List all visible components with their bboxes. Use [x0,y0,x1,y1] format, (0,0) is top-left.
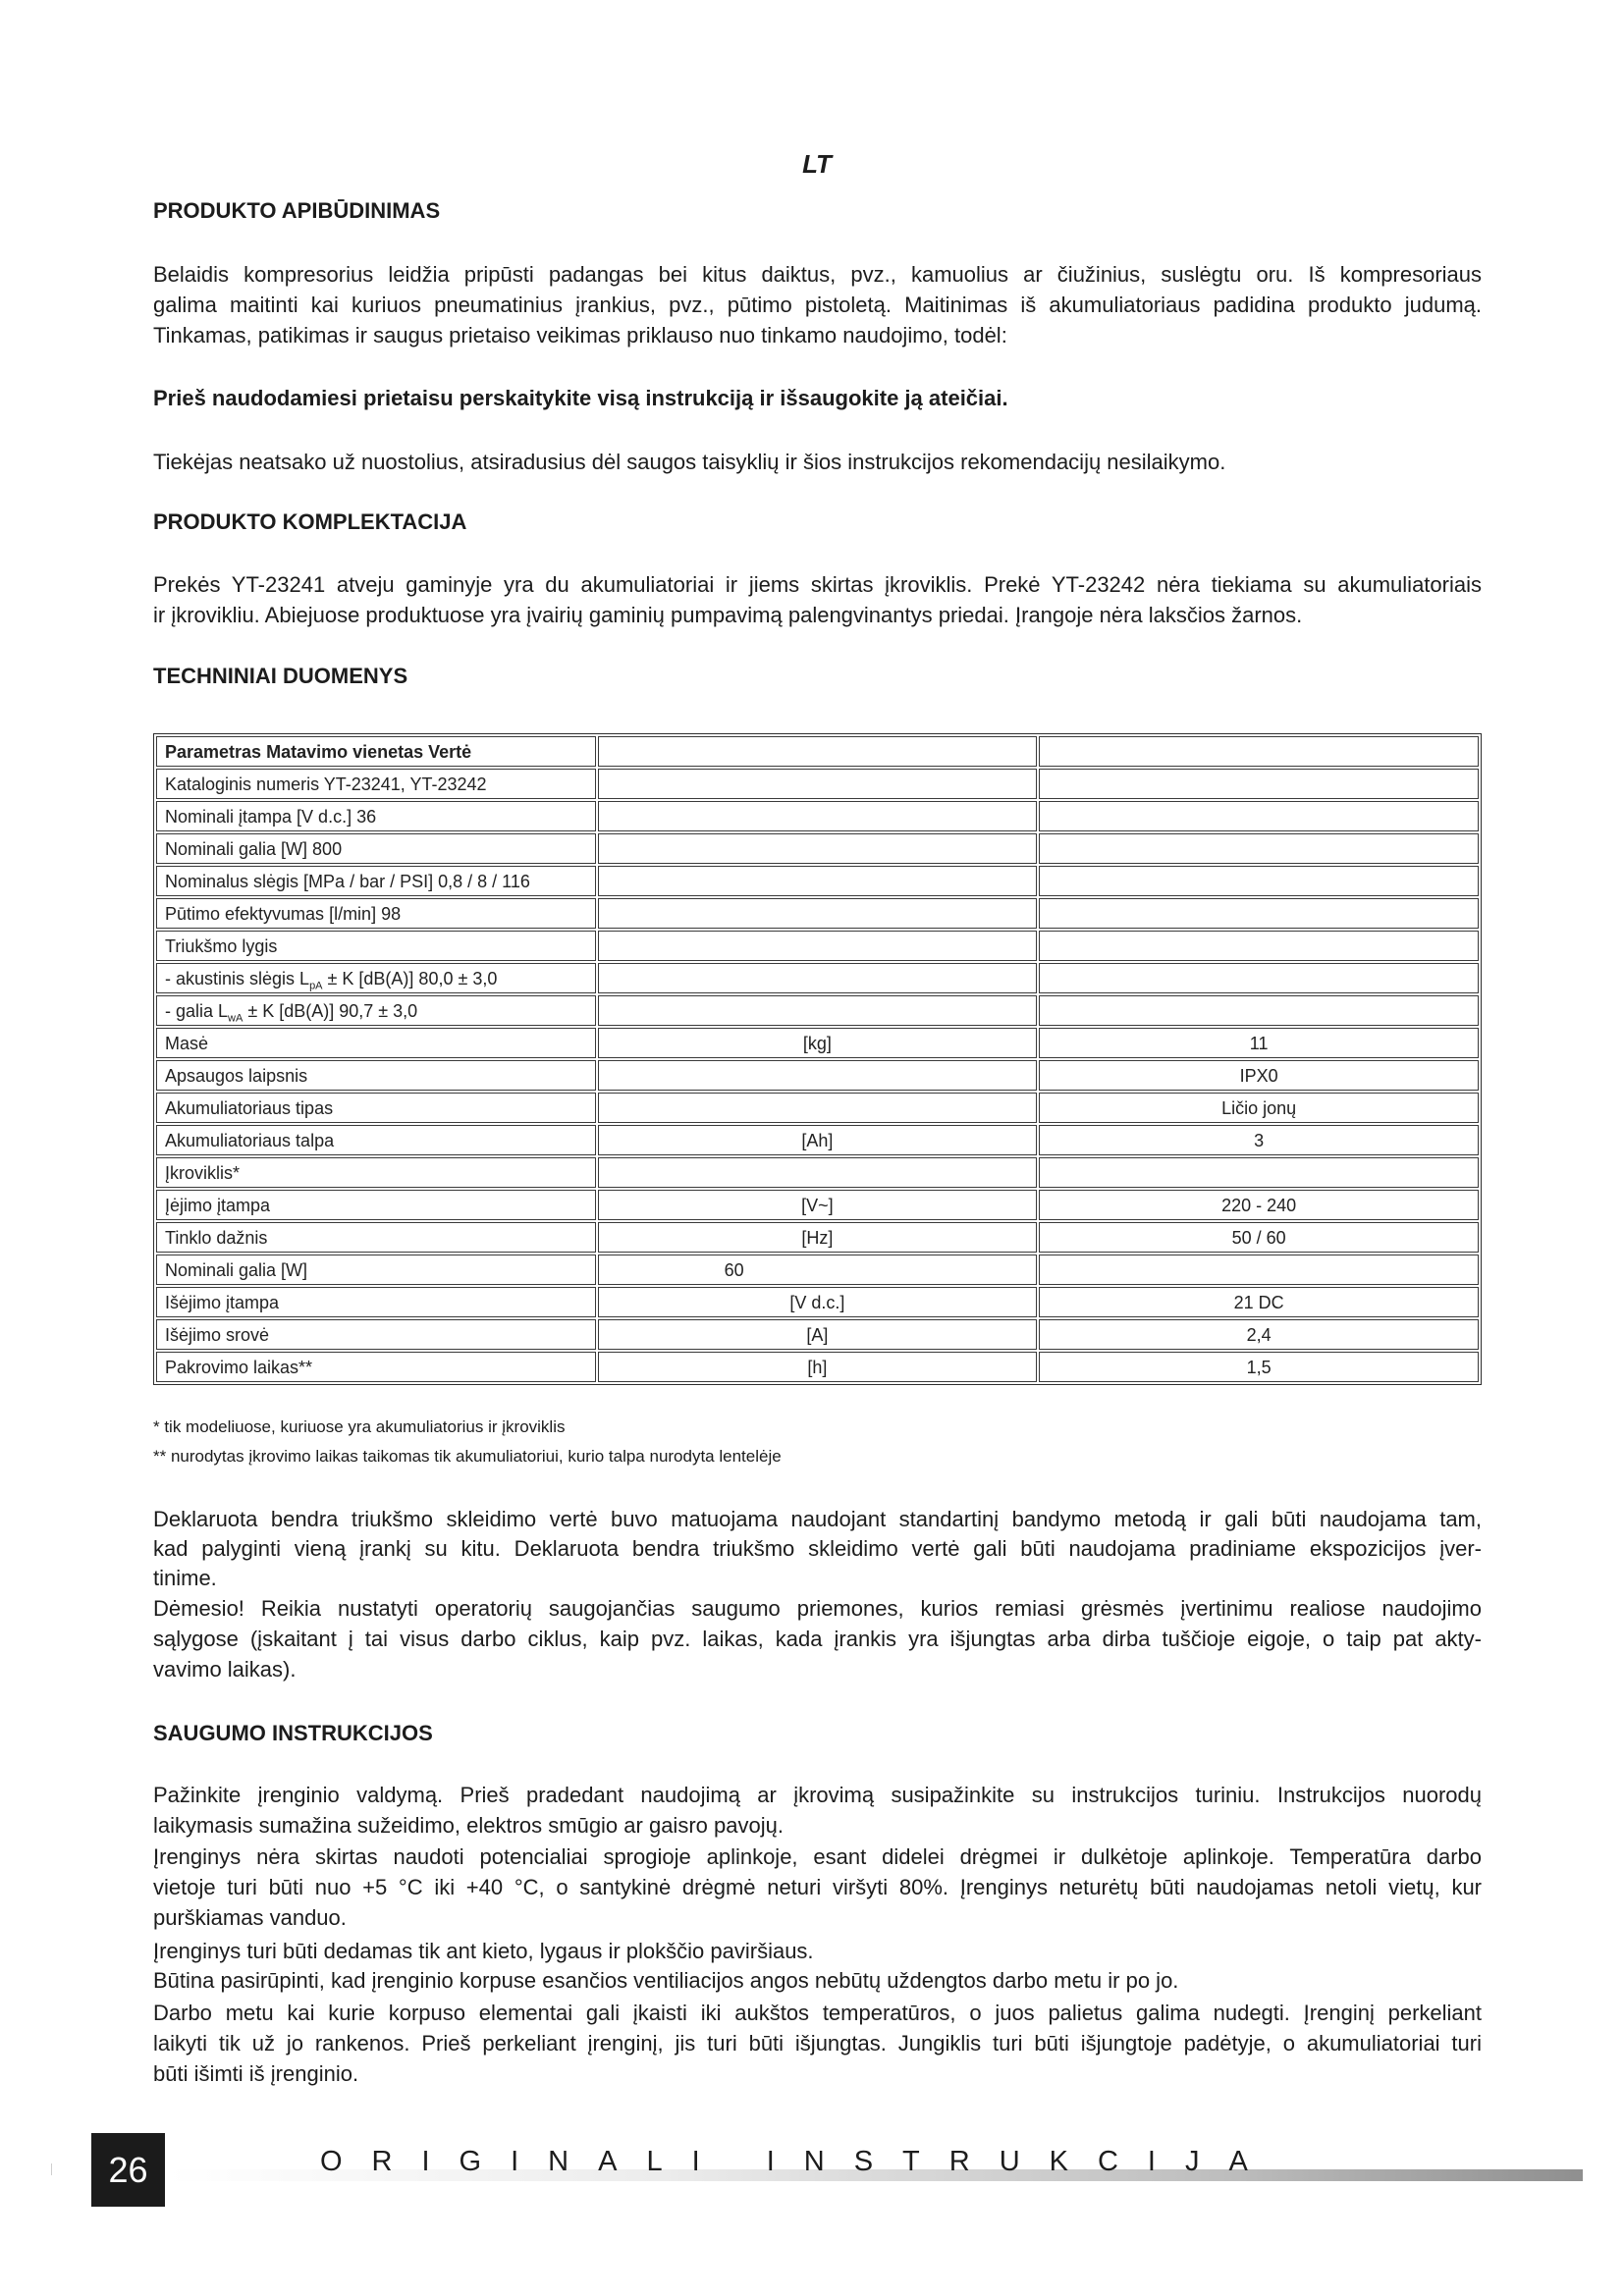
value-cell [1039,1255,1479,1285]
text-line: laikymasis sumažina sužeidimo, elektros smūgio ar gaisro pavojų. [153,1813,784,1838]
parameter-text: ± K [dB(A)] 90,7 ± 3,0 [243,1000,418,1021]
value-cell: 50 / 60 [1039,1222,1479,1253]
value-cell [1039,931,1479,961]
unit-cell: [Hz] [598,1222,1038,1253]
value-cell [1039,963,1479,993]
value-cell [1039,769,1479,799]
unit-cell [598,1060,1038,1091]
unit-cell: [V d.c.] [598,1287,1038,1317]
parameter-cell: Parametras Matavimo vienetas Vertė [156,736,596,767]
unit-cell [598,736,1038,767]
parameter-cell: Akumuliatoriaus talpa [156,1125,596,1155]
value-cell: Ličio jonų [1039,1093,1479,1123]
unit-cell: [Ah] [598,1125,1038,1155]
table-row [156,963,1479,993]
table-row [156,769,1479,799]
table-row [156,898,1479,929]
table-row [156,1222,1479,1253]
unit-cell [598,866,1038,896]
value-cell [1039,736,1479,767]
text-line: galima maitinti kai kuriuos pneumatinius įrankius, pvz., pūtimo pistoletą. Maitinimas iš akumuliatoriaus padidina produkto judumą. [153,293,1482,317]
parameter-cell: Masė [156,1028,596,1058]
unit-cell [598,833,1038,864]
text-line: Pažinkite įrenginio valdymą. Prieš pradedant naudojimą ar įkrovimą susipažinkite su instrukcijos turiniu. Instrukcijos nuorodų [153,1783,1482,1807]
parameter-cell: Įkroviklis* [156,1157,596,1188]
paragraph-safety [153,1780,1482,1841]
parameter-cell: Triukšmo lygis [156,931,596,961]
parameter-text: - akustinis slėgis L [165,968,310,988]
table-row [156,1093,1479,1123]
table-row [156,801,1479,831]
table-row [156,1255,1479,1285]
parameter-subscript: wA [228,1012,244,1025]
paragraph-safety [153,1965,1482,1996]
table-footnotes [153,1413,1482,1471]
text-line: Būtina pasirūpinti, kad įrenginio korpuse esančios ventiliacijos angos nebūtų uždengtos darbo metu ir po jo. [153,1968,1179,1993]
unit-cell: [kg] [598,1028,1038,1058]
value-cell: IPX0 [1039,1060,1479,1091]
text-line: ir įkrovikliu. Abiejuose produktuose yra įvairių gaminių pumpavimą palengvinantys priedai. Įrangoje nėra laksčios žarnos. [153,603,1303,627]
unit-cell: 60 [598,1255,1038,1285]
text-line: Įrenginys nėra skirtas naudoti potencialiai sprogioje aplinkoje, esant didelei drėgmei ir dulkėtoje aplinkoje. Temperatūra darbo [153,1844,1482,1869]
parameter-cell: Nominali įtampa [V d.c.] 36 [156,801,596,831]
table-row [156,1190,1479,1220]
table-row [156,1287,1479,1317]
paragraph-product-contents [153,569,1482,630]
text-line: vietoje turi būti nuo +5 °C iki +40 °C, o santykinė drėgmė neturi viršyti 80%. Įrenginys neturėtų būti naudojamas netoli vietų, kur [153,1875,1482,1899]
footer-title: ORIGINALI INSTRUKCIJA [320,2146,1277,2177]
text-line: būti išimti iš įrenginio. [153,2061,359,2086]
edge-mark [51,2163,52,2175]
text-line: kad palyginti vieną įrankį su kitu. Deklaruota bendra triukšmo skleidimo vertė gali būti naudojama pradiniame ekspozicijos įver- [153,1536,1482,1561]
table-row [156,1060,1479,1091]
read-instructions-warning: Prieš naudodamiesi prietaisu perskaitykite visą instrukciją ir išsaugokite ją ateičiai. [153,386,1008,410]
parameter-cell: Kataloginis numeris YT-23241, YT-23242 [156,769,596,799]
table-row [156,866,1479,896]
unit-cell [598,963,1038,993]
paragraph-safety [153,1998,1482,2089]
parameter-text: ± K [dB(A)] 80,0 ± 3,0 [322,968,498,988]
value-cell: 21 DC [1039,1287,1479,1317]
parameter-subscript: pA [309,980,323,992]
value-cell: 1,5 [1039,1352,1479,1382]
page-number: 26 [108,2149,148,2190]
text-line: Tinkamas, patikimas ir saugus prietaiso veikimas priklauso nuo tinkamo naudojimo, todėl: [153,323,1007,347]
parameter-cell: Nominali galia [W] [156,1255,596,1285]
value-cell: 220 - 240 [1039,1190,1479,1220]
parameter-cell: Nominali galia [W] 800 [156,833,596,864]
value-cell [1039,866,1479,896]
text-line: purškiamas vanduo. [153,1905,347,1930]
value-cell [1039,833,1479,864]
unit-cell [598,898,1038,929]
heading-technical-data: TECHNINIAI DUOMENYS [153,664,408,688]
table-header-row [156,736,1479,767]
parameter-cell: Akumuliatoriaus tipas [156,1093,596,1123]
table-row [156,931,1479,961]
parameter-cell: Pakrovimo laikas** [156,1352,596,1382]
value-cell [1039,898,1479,929]
technical-data-table [153,733,1482,1385]
unit-cell [598,931,1038,961]
table-row [156,1352,1479,1382]
paragraph-safety [153,1842,1482,1933]
paragraph-attention [153,1593,1482,1684]
heading-product-contents: PRODUKTO KOMPLEKTACIJA [153,509,467,534]
parameter-cell: Nominalus slėgis [MPa / bar / PSI] 0,8 / 8 / 116 [156,866,596,896]
paragraph-noise-declaration [153,1505,1482,1593]
unit-cell [598,1157,1038,1188]
footnote: ** nurodytas įkrovimo laikas taikomas tik akumuliatoriui, kurio talpa nurodyta lentelėje [153,1447,782,1466]
text-line: vavimo laikas). [153,1657,297,1682]
unit-cell [598,801,1038,831]
unit-cell [598,1093,1038,1123]
table-row [156,995,1479,1026]
heading-product-description: PRODUKTO APIBŪDINIMAS [153,198,441,223]
table-row [156,1319,1479,1350]
paragraph-product-description [153,259,1482,350]
table-row [156,1157,1479,1188]
table-row [156,1125,1479,1155]
value-cell: 3 [1039,1125,1479,1155]
table-row [156,833,1479,864]
value-cell: 11 [1039,1028,1479,1058]
heading-safety-instructions: SAUGUMO INSTRUKCIJOS [153,1721,433,1745]
table-row [156,1028,1479,1058]
text-line: laikyti tik už jo rankenos. Prieš perkeliant įrenginį, jis turi būti išjungtas. Jungiklis turi būti išjungtoje padėtyje, o akumuliatoriai turi [153,2031,1482,2056]
page-number-badge [91,2133,165,2207]
value-cell [1039,995,1479,1026]
unit-cell: [h] [598,1352,1038,1382]
text-line: Prekės YT-23241 atveju gaminyje yra du akumuliatoriai ir jiems skirtas įkroviklis. Prekė YT-23242 nėra tiekiama su akumuliatoriais [153,572,1482,597]
unit-cell [598,995,1038,1026]
text-line: Dėmesio! Reikia nustatyti operatorių saugojančias saugumo priemones, kurios remiasi grėsmės įvertinimu realiose naudojimo [153,1596,1482,1621]
language-code: LT [802,149,832,179]
value-cell: 2,4 [1039,1319,1479,1350]
text-line: Darbo metu kai kurie korpuso elementai gali įkaisti iki aukštos temperatūros, o juos palietus galima nudegti. Įrenginį perkeliant [153,2001,1482,2025]
unit-cell: [V~] [598,1190,1038,1220]
parameter-text: - galia L [165,1000,229,1021]
value-cell [1039,801,1479,831]
text-line: Deklaruota bendra triukšmo skleidimo vertė buvo matuojama naudojant standartinį bandymo metodą ir gali būti naudojama tam, [153,1507,1482,1531]
text-line: Įrenginys turi būti dedamas tik ant kieto, lygaus ir plokščio paviršiaus. [153,1939,814,1963]
paragraph-safety [153,1936,1482,1966]
parameter-cell: Išėjimo įtampa [156,1287,596,1317]
parameter-cell: Apsaugos laipsnis [156,1060,596,1091]
parameter-cell [156,995,596,1026]
supplier-disclaimer: Tiekėjas neatsako už nuostolius, atsiradusius dėl saugos taisyklių ir šios instrukcijos rekomendacijų nesilaikymo. [153,450,1226,474]
footnote: * tik modeliuose, kuriuose yra akumuliatorius ir įkroviklis [153,1417,566,1436]
parameter-cell [156,963,596,993]
value-cell [1039,1157,1479,1188]
text-line: sąlygose (įskaitant į tai visus darbo ciklus, kaip pvz. laikas, kada įrankis yra išjungtas arba dirba tuščioje eigoje, o taip pat akty- [153,1627,1482,1651]
parameter-cell: Įėjimo įtampa [156,1190,596,1220]
unit-cell: [A] [598,1319,1038,1350]
parameter-cell: Tinklo dažnis [156,1222,596,1253]
parameter-cell: Pūtimo efektyvumas [l/min] 98 [156,898,596,929]
text-line: tinime. [153,1566,217,1590]
parameter-cell: Išėjimo srovė [156,1319,596,1350]
unit-cell [598,769,1038,799]
text-line: Belaidis kompresorius leidžia pripūsti padangas bei kitus daiktus, pvz., kamuolius ar čiužinius, suslėgtu oru. Iš kompresoriaus [153,262,1482,287]
